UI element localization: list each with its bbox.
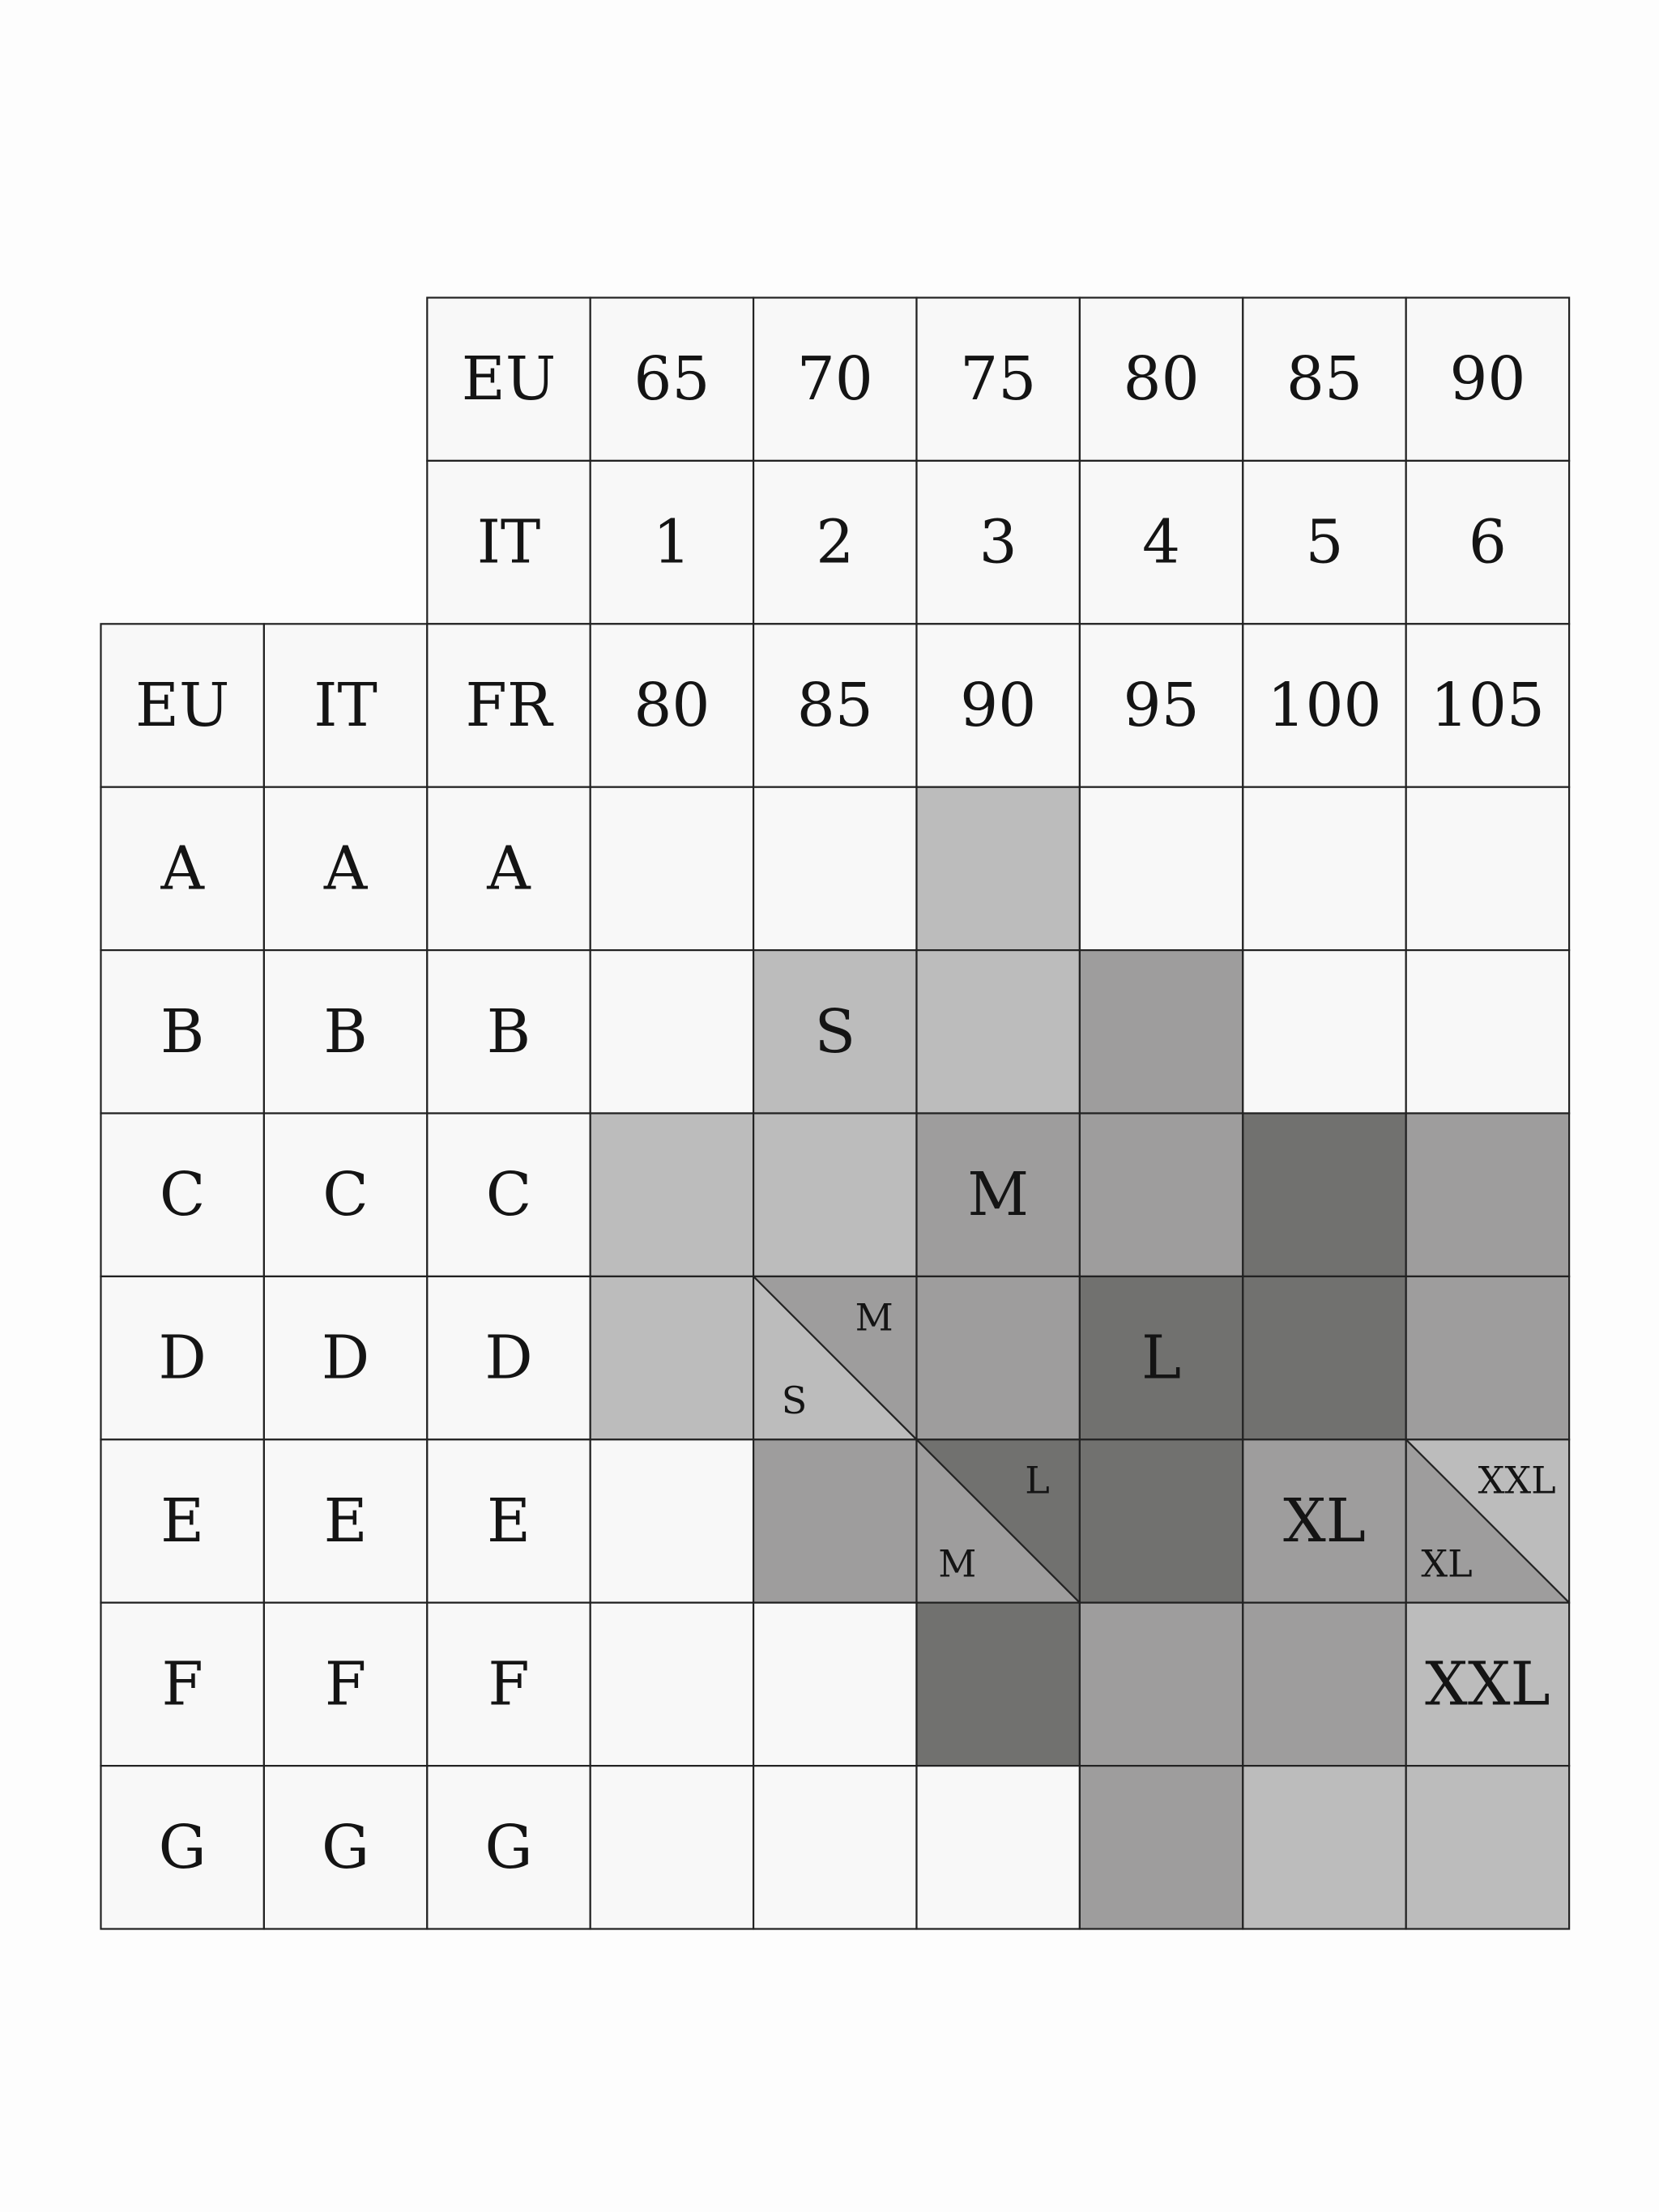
size-label: S (814, 996, 856, 1067)
band-header-label: EU (461, 344, 557, 415)
size-cell (917, 787, 1080, 950)
column-header-label: 95 (1123, 671, 1200, 740)
size-label: M (967, 1160, 1030, 1230)
band-header-label: 2 (816, 507, 855, 578)
cup-label: E (160, 1486, 205, 1556)
band-header-label: 1 (652, 507, 691, 578)
size-label-lower: M (938, 1541, 977, 1586)
band-header-label: IT (476, 507, 541, 578)
cup-label: A (160, 833, 204, 904)
cup-label: C (159, 1160, 206, 1230)
size-cell (1243, 1114, 1405, 1276)
cup-label: B (486, 996, 531, 1067)
size-cell (753, 1439, 916, 1602)
band-header-label: 90 (1449, 344, 1526, 415)
size-label-lower: S (781, 1378, 808, 1422)
column-header-label: 105 (1430, 671, 1546, 740)
size-cell (1080, 1114, 1243, 1276)
column-header-label: EU (135, 671, 230, 740)
size-cell (753, 787, 916, 950)
cup-label: G (158, 1812, 207, 1882)
size-cell (1080, 1603, 1243, 1766)
size-cell (1080, 787, 1243, 950)
cup-label: F (161, 1649, 203, 1720)
size-cell (1243, 950, 1405, 1113)
size-label-lower: XL (1421, 1541, 1473, 1586)
cup-label: C (322, 1160, 369, 1230)
column-header-label: 100 (1267, 671, 1382, 740)
column-header-label: 80 (633, 671, 710, 740)
band-header-label: 5 (1305, 507, 1344, 578)
band-header-label: 80 (1123, 344, 1200, 415)
size-cell (1243, 1603, 1405, 1766)
size-cell (1080, 950, 1243, 1113)
cup-label: G (484, 1812, 533, 1882)
cup-label: D (158, 1323, 207, 1393)
cup-label: D (484, 1323, 533, 1393)
band-header-label: 85 (1286, 344, 1363, 415)
size-cell (1080, 1439, 1243, 1602)
size-cell (753, 1603, 916, 1766)
cup-label: F (324, 1649, 367, 1720)
column-header-label: 85 (796, 671, 873, 740)
size-cell (1243, 1766, 1405, 1929)
size-cell (591, 1114, 753, 1276)
band-header-label: 70 (796, 344, 873, 415)
column-header-label: FR (465, 671, 552, 740)
cup-label: A (323, 833, 368, 904)
cup-label: B (323, 996, 368, 1067)
size-cell (1406, 1114, 1569, 1276)
size-cell (591, 950, 753, 1113)
size-cell (1243, 1276, 1405, 1439)
band-header-label: 75 (960, 344, 1037, 415)
size-cell (753, 1114, 916, 1276)
cup-label: E (486, 1486, 531, 1556)
size-cell (1406, 950, 1569, 1113)
cup-label: E (323, 1486, 368, 1556)
size-label-upper: M (855, 1295, 893, 1340)
column-header-label: 90 (960, 671, 1037, 740)
size-label-upper: L (1025, 1458, 1050, 1502)
column-header-label: IT (313, 671, 377, 740)
size-label-upper: XXL (1478, 1458, 1556, 1502)
band-header-label: 4 (1142, 507, 1181, 578)
size-cell (917, 1276, 1080, 1439)
cup-label: F (488, 1649, 530, 1720)
size-label: XL (1283, 1486, 1366, 1556)
size-cell (1406, 1766, 1569, 1929)
size-cell (753, 1766, 916, 1929)
size-cell (591, 1276, 753, 1439)
size-cell (591, 1603, 753, 1766)
band-header-label: 6 (1468, 507, 1507, 578)
band-header-label: 3 (979, 507, 1017, 578)
size-cell (917, 1766, 1080, 1929)
size-cell (591, 1766, 753, 1929)
cup-label: B (160, 996, 205, 1067)
size-cell (1406, 787, 1569, 950)
cup-label: C (485, 1160, 532, 1230)
size-cell (1406, 1276, 1569, 1439)
size-cell (1080, 1766, 1243, 1929)
size-cell (917, 950, 1080, 1113)
size-cell (591, 1439, 753, 1602)
size-cell (591, 787, 753, 950)
size-cell (917, 1603, 1080, 1766)
size-label: XXL (1425, 1649, 1550, 1720)
cup-label: A (487, 833, 531, 904)
cup-label: D (321, 1323, 370, 1393)
size-label: L (1141, 1323, 1182, 1393)
band-header-label: 65 (633, 344, 710, 415)
size-cell (1243, 787, 1405, 950)
cup-label: G (322, 1812, 370, 1882)
